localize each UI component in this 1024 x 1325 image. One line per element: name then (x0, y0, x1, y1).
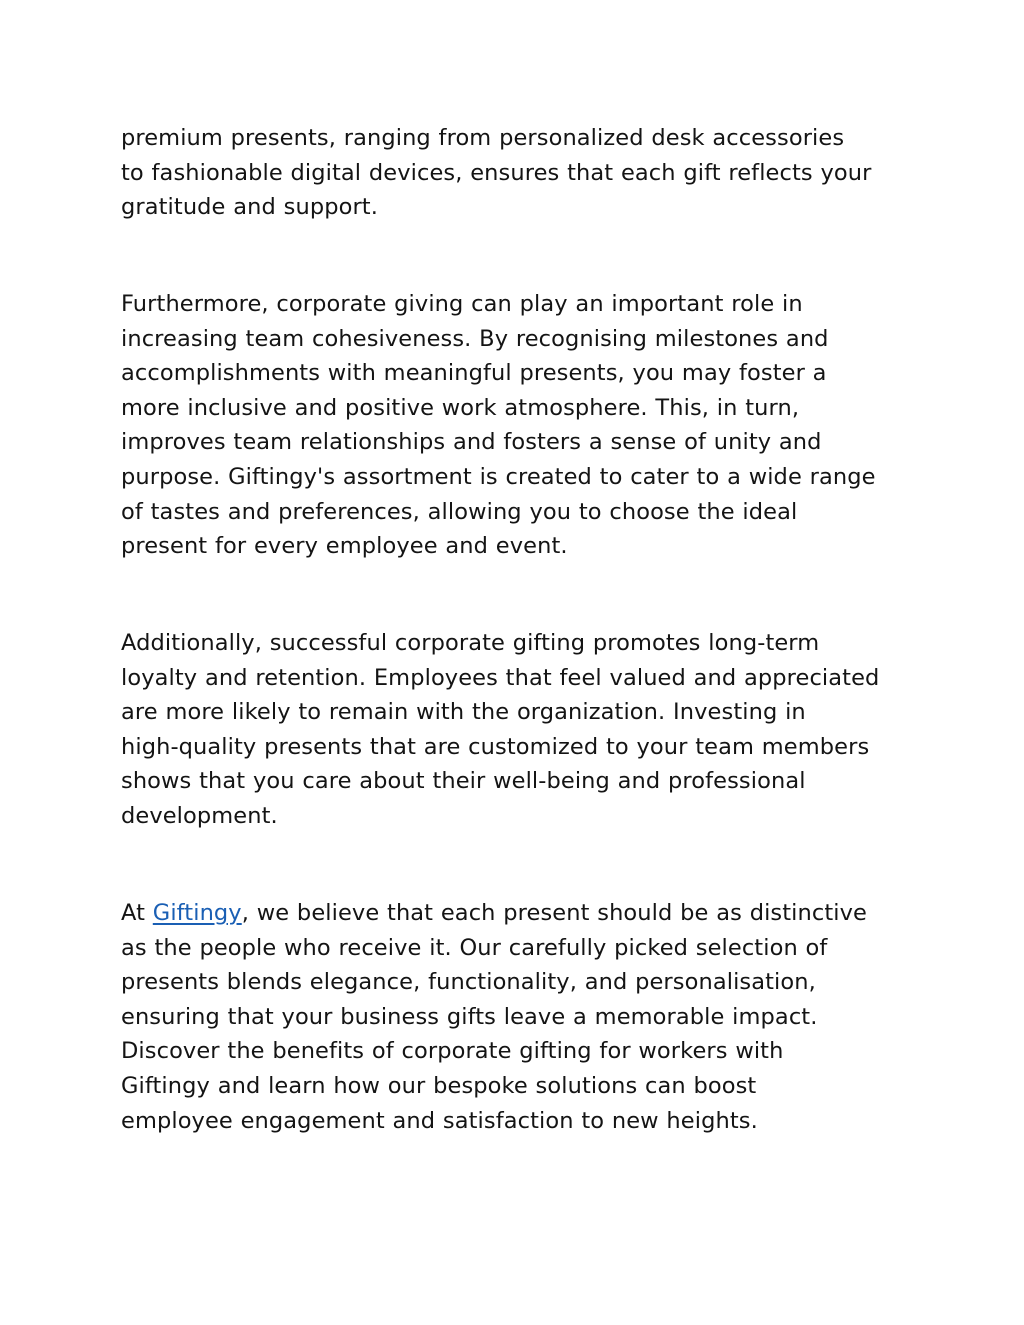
paragraph-line: purpose. Giftingy's assortment is created to cater to a wide range (121, 463, 876, 490)
paragraph-line (121, 896, 921, 931)
paragraph-line: more inclusive and positive work atmosphere. This, in turn, (121, 394, 800, 421)
paragraph-line: presents blends elegance, functionality, and personalisation, (121, 969, 816, 996)
paragraph-line: present for every employee and event. (121, 533, 568, 560)
paragraph-loyalty-retention (121, 626, 921, 834)
paragraph-line: Discover the benefits of corporate gifting for workers with (121, 1038, 784, 1065)
paragraph-line: Furthermore, corporate giving can play an important role in (121, 291, 803, 317)
paragraph-line: high-quality presents that are customized to your team members (121, 733, 870, 760)
paragraph-line: accomplishments with meaningful presents, you may foster a (121, 360, 827, 387)
paragraph-line: to fashionable digital devices, ensures that each gift reflects your (121, 159, 872, 186)
paragraph-line: Giftingy and learn how our bespoke solutions can boost (121, 1072, 757, 1099)
paragraph-line: premium presents, ranging from personalized desk accessories (121, 125, 845, 151)
line-prefix: At (121, 900, 153, 926)
paragraph-giftingy-belief (121, 896, 921, 1138)
paragraph-line: of tastes and preferences, allowing you to choose the ideal (121, 498, 798, 525)
paragraph-line: Additionally, successful corporate gifting promotes long-term (121, 630, 820, 656)
paragraph-team-cohesiveness (121, 287, 921, 564)
paragraph-line: improves team relationships and fosters a sense of unity and (121, 429, 822, 456)
paragraph-line: loyalty and retention. Employees that feel valued and appreciated (121, 664, 880, 691)
paragraph-line: as the people who receive it. Our carefully picked selection of (121, 934, 828, 961)
paragraph-gift-range (121, 121, 921, 225)
paragraph-line: shows that you care about their well-being and professional (121, 768, 806, 795)
giftingy-link[interactable]: Giftingy (152, 900, 242, 926)
paragraph-line: increasing team cohesiveness. By recognising milestones and (121, 325, 829, 352)
line-suffix: , we believe that each present should be as distinctive (241, 900, 867, 926)
paragraph-line: ensuring that your business gifts leave a memorable impact. (121, 1003, 818, 1030)
paragraph-line: are more likely to remain with the organization. Investing in (121, 699, 806, 726)
paragraph-line: gratitude and support. (121, 194, 378, 221)
paragraph-line: development. (121, 802, 278, 829)
paragraph-line: employee engagement and satisfaction to new heights. (121, 1107, 758, 1134)
